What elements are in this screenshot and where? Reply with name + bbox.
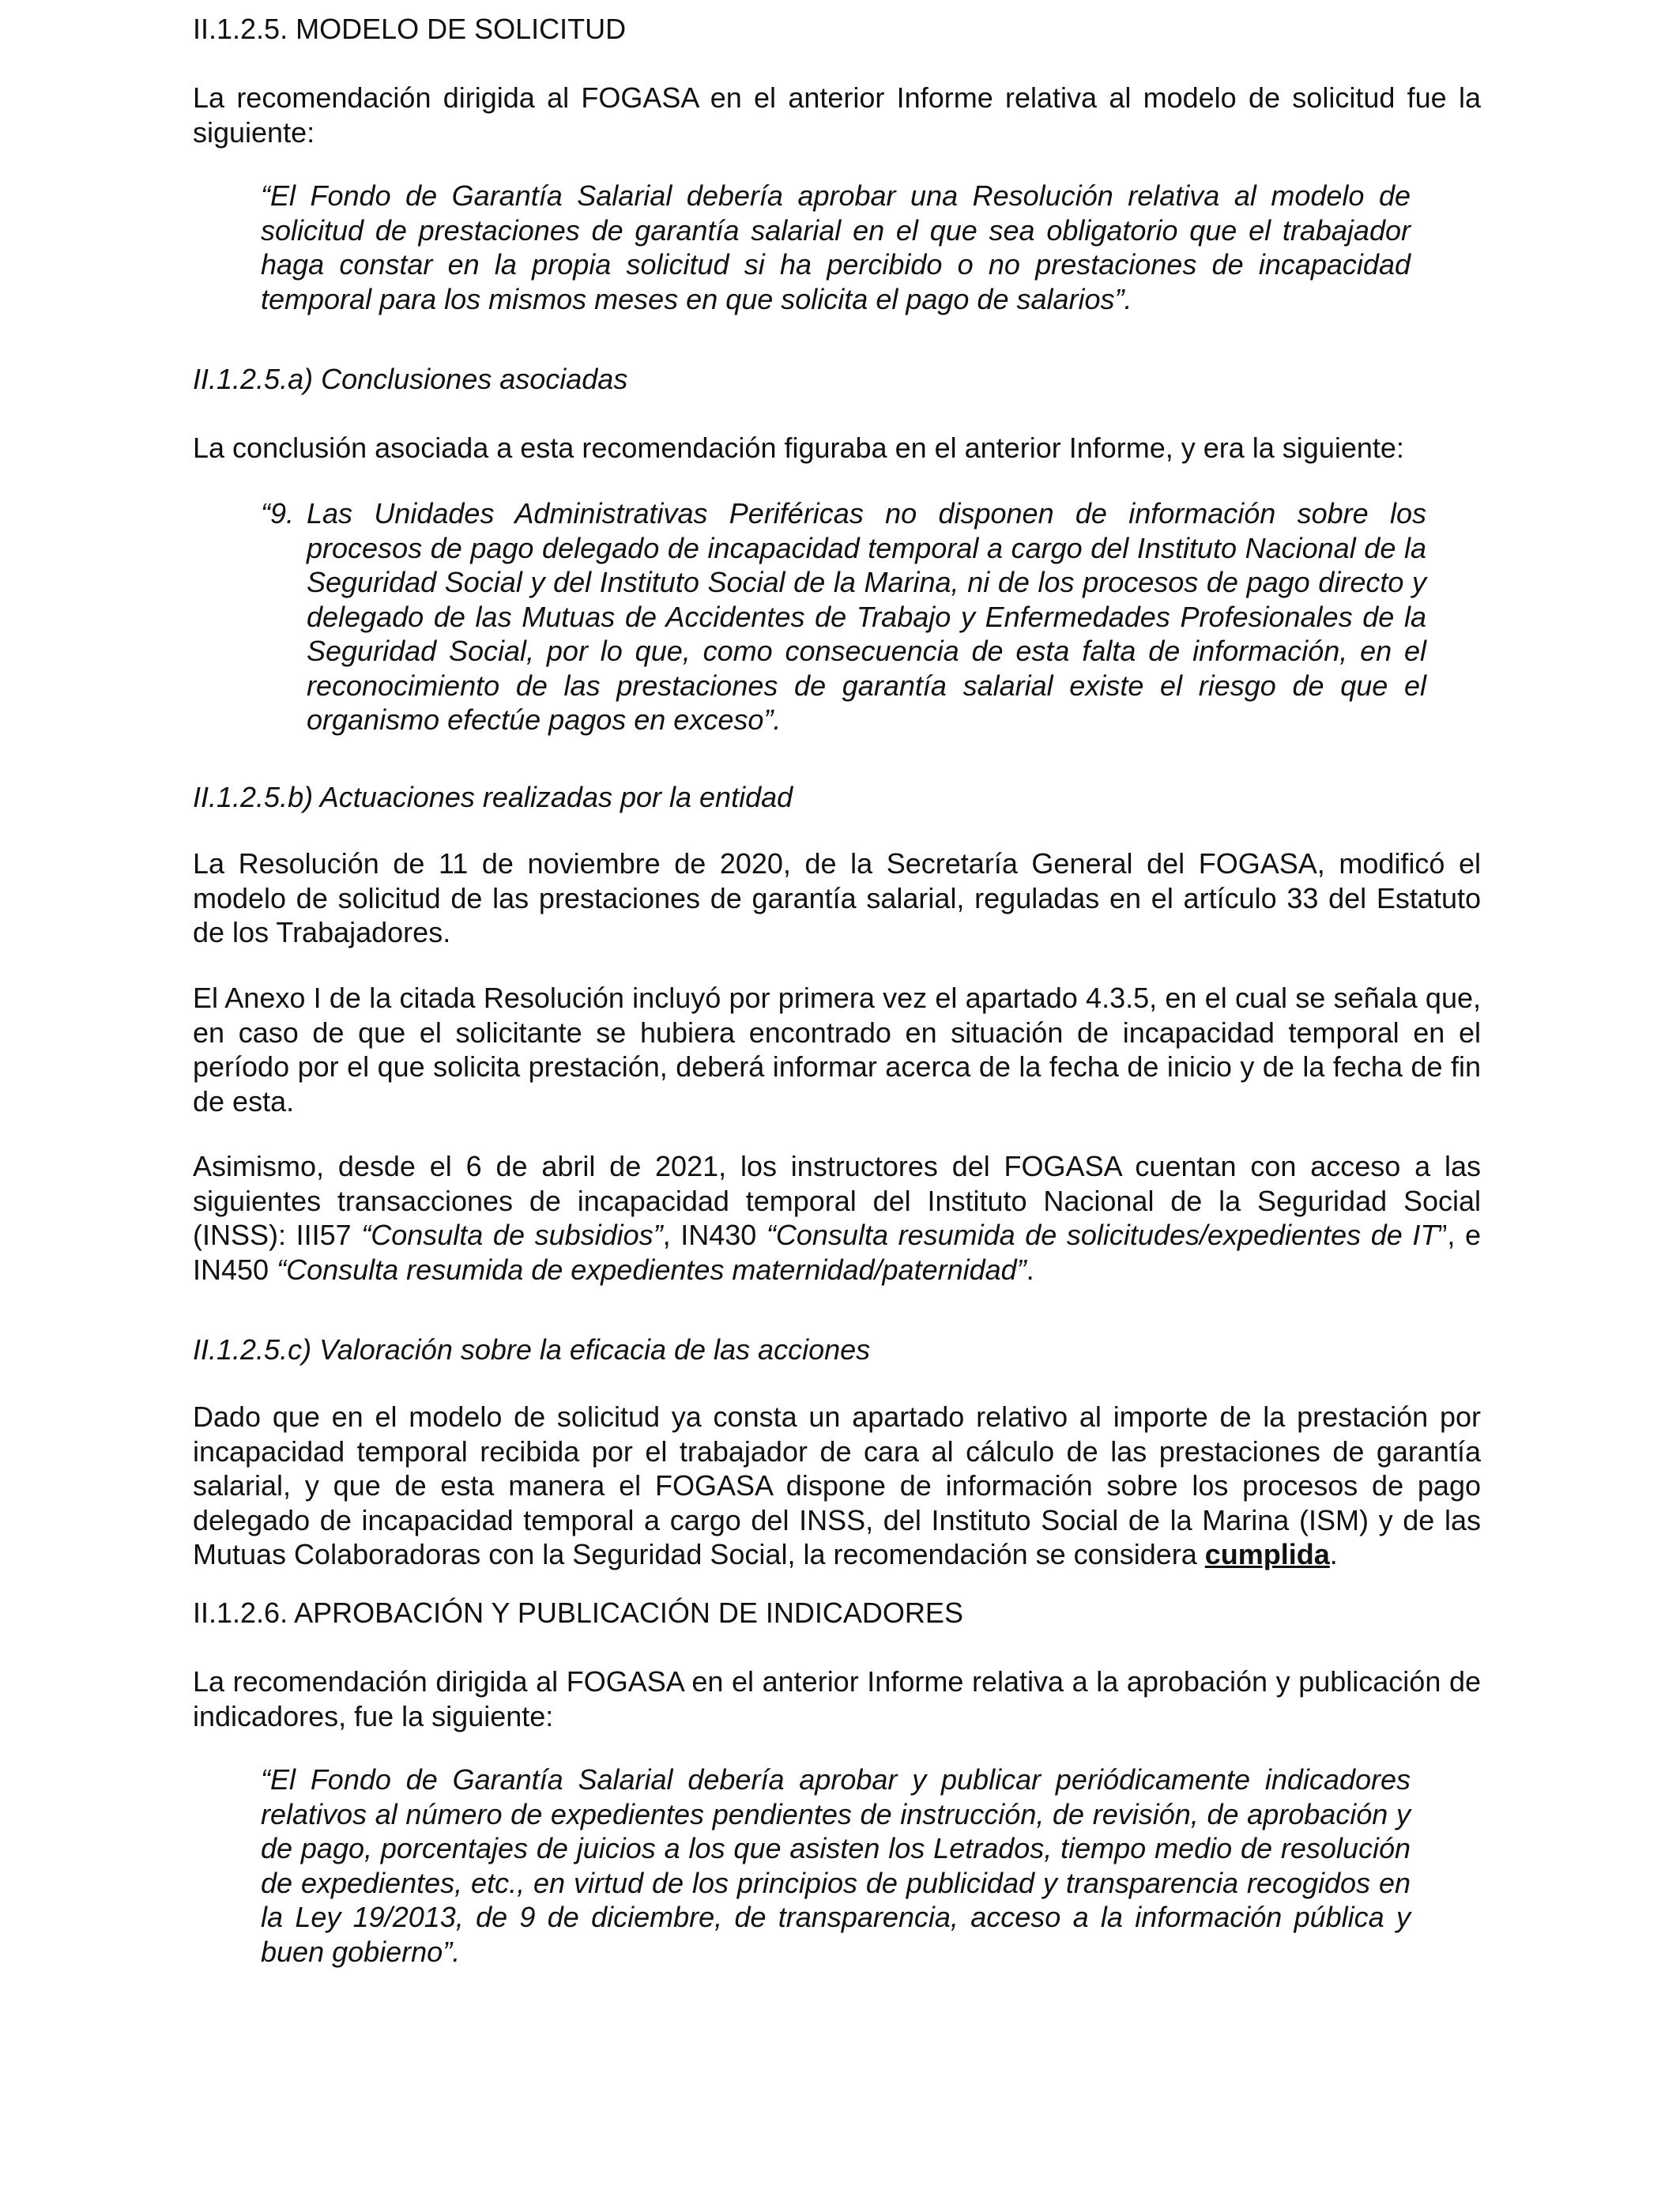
indicators-quote: “El Fondo de Garantía Salarial debería aprobar y publicar periódicamente indicadores relativos al número de expedientes pendientes de instrucción, de revisión, de aprobación y de pago, porcentajes de juicios a los que asisten los Letrados, tiempo medio de resolución de expedientes, etc., en virtud de los principios de publicidad y transparencia recogidos en la Ley 19/2013, de 9 de diciembre, de transparencia, acceso a la información pública y buen gobierno”. — [261, 1763, 1411, 1968]
conclusion-intro: La conclusión asociada a esta recomendación figuraba en el anterior Informe, y era la siguiente: — [193, 432, 1404, 464]
indicators-intro: La recomendación dirigida al FOGASA en el anterior Informe relativa a la aprobación y publicación de indicadores, fue la siguiente: — [193, 1665, 1481, 1732]
subsection-heading-b: II.1.2.5.b) Actuaciones realizadas por la entidad — [193, 781, 793, 813]
actions-p3-text-3: ”, e IN450 — [193, 1219, 1481, 1286]
subsection-heading-a: II.1.2.5.a) Conclusiones asociadas — [193, 363, 628, 395]
intro-paragraph: La recomendación dirigida al FOGASA en el anterior Informe relativa al modelo de solicitud fue la siguiente: — [193, 81, 1481, 149]
conclusion-number: “9. — [261, 497, 295, 530]
actions-p3-text-4: . — [1026, 1253, 1034, 1286]
recommendation-quote: “El Fondo de Garantía Salarial debería aprobar una Resolución relativa al modelo de solicitud de prestaciones de garantía salarial en el que sea obligatorio que el trabajador haga constar en la propia solicitud si ha percibido o no prestaciones de incapacidad temporal para los mismos meses en que solicita el pago de salarios”. — [261, 179, 1411, 315]
status-cumplida: cumplida — [1204, 1538, 1330, 1570]
subsection-heading-c: II.1.2.5.c) Valoración sobre la eficacia de las acciones — [193, 1333, 871, 1366]
actions-p3-transaction-1: “Consulta de subsidios” — [361, 1219, 663, 1251]
assessment-end: . — [1329, 1538, 1338, 1570]
actions-p3-transaction-3: “Consulta resumida de expedientes maternidad/paternidad” — [277, 1253, 1026, 1286]
actions-p3-text-2: , IN430 — [662, 1219, 767, 1251]
actions-paragraph-1: La Resolución de 11 de noviembre de 2020, de la Secretaría General del FOGASA, modificó el modelo de solicitud de las prestaciones de garantía salarial, reguladas en el artículo 33 del Estatuto de los Trabajadores. — [193, 847, 1481, 948]
section-heading-modelo-solicitud: II.1.2.5. MODELO DE SOLICITUD — [193, 13, 627, 45]
actions-paragraph-2: El Anexo I de la citada Resolución incluyó por primera vez el apartado 4.3.5, en el cual se señala que, en caso de que el solicitante se hubiera encontrado en situación de incapacidad temporal en el período por el que solicita prestación, deberá informar acerca de la fecha de inicio y de la fecha de fin de esta. — [193, 982, 1481, 1118]
actions-p3-text-1: Asimismo, desde el 6 de abril de 2021, los instructores del FOGASA cuentan con acceso a las siguientes transacciones de incapacidad temporal del Instituto Nacional de la Seguridad Social (INSS): III57 — [193, 1150, 1481, 1251]
conclusion-quote — [261, 496, 1426, 737]
actions-paragraph-3 — [193, 1149, 1481, 1287]
conclusion-text: Las Unidades Administrativas Periféricas no disponen de información sobre los procesos de pago delegado de incapacidad temporal a cargo del Instituto Nacional de la Seguridad Social y del Instituto Social de la Marina, ni de los procesos de pago directo y delegado de las Mutuas de Accidentes de Trabajo y Enfermedades Profesionales de la Seguridad Social, por lo que, como consecuencia de esta falta de información, en el reconocimiento de las prestaciones de garantía salarial existe el riesgo de que el organismo efectúe pagos en exceso”. — [307, 497, 1426, 736]
assessment-text: Dado que en el modelo de solicitud ya consta un apartado relativo al importe de la prestación por incapacidad temporal recibida por el trabajador de cara al cálculo de las prestaciones de garantía salarial, y que de esta manera el FOGASA dispone de información sobre los procesos de pago delegado de incapacidad temporal a cargo del INSS, del Instituto Social de la Marina (ISM) y de las Mutuas Colaboradoras con la Seguridad Social, la recomendación se considera — [193, 1400, 1481, 1570]
actions-p3-transaction-2: “Consulta resumida de solicitudes/expedientes de IT — [766, 1219, 1438, 1251]
section-heading-indicadores: II.1.2.6. APROBACIÓN Y PUBLICACIÓN DE INDICADORES — [193, 1596, 963, 1629]
assessment-paragraph — [193, 1400, 1481, 1572]
